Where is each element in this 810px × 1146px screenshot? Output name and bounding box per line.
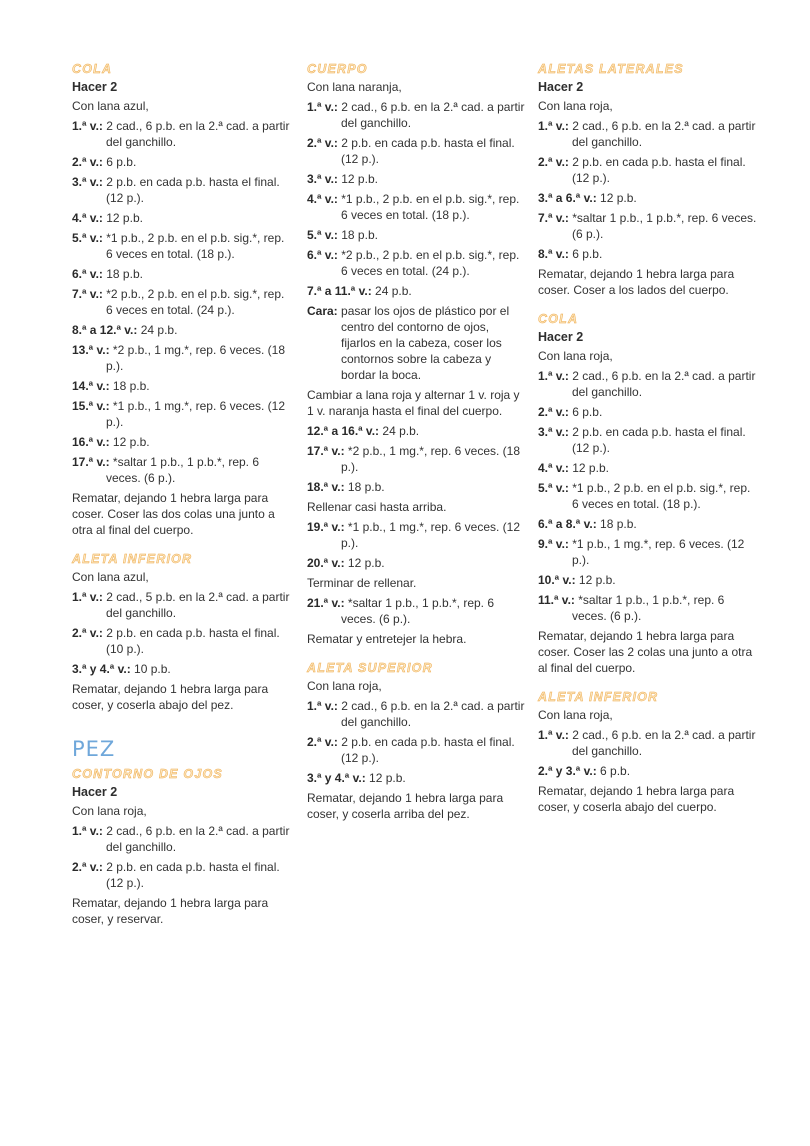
round-instruction: [307, 191, 527, 223]
round-number: 13.ª v.:: [72, 343, 110, 357]
round-number: 3.ª v.:: [538, 425, 569, 439]
round-number: 2.ª v.:: [538, 405, 569, 419]
round-instruction: [307, 283, 527, 299]
section-title-cuerpo: CUERPO: [307, 62, 368, 76]
rounds-list: [72, 118, 294, 486]
rounds-list: [307, 698, 527, 786]
yarn-line: Con lana roja,: [538, 708, 613, 722]
yarn-line: Con lana azul,: [72, 570, 149, 584]
round-number: 3.ª a 6.ª v.:: [538, 191, 597, 205]
round-number: 15.ª v.:: [72, 399, 110, 413]
section-title-aletas-laterales: ALETAS LATERALES: [538, 62, 684, 76]
finish-instructions: Rematar, dejando 1 hebra larga para coser, y reservar.: [72, 896, 269, 926]
section-title-aleta-superior: ALETA SUPERIOR: [307, 661, 433, 675]
round-instruction: [538, 118, 760, 150]
round-instruction: [72, 210, 294, 226]
round-number: 1.ª v.:: [538, 728, 569, 742]
make-count: Hacer 2: [72, 785, 118, 799]
round-text: *2 p.b., 2 p.b. en el p.b. sig.*, rep. 6 veces en total. (24 p.).: [106, 287, 285, 317]
pattern-heading-pez: PEZ: [72, 737, 116, 761]
column-right: [538, 62, 760, 819]
finish-instructions: Rematar, dejando 1 hebra larga para coser, y coserla arriba del pez.: [307, 791, 504, 821]
round-instruction: [72, 266, 294, 282]
round-text: *saltar 1 p.b., 1 p.b.*, rep. 6 veces. (6 p.).: [106, 455, 260, 485]
round-instruction: [307, 227, 527, 243]
finish-instructions: Rematar, dejando 1 hebra larga para coser. Coser a los lados del cuerpo.: [538, 267, 735, 297]
round-text: 2 p.b. en cada p.b. hasta el final. (12 p.).: [341, 136, 515, 166]
stuffing-end-note: Terminar de rellenar.: [307, 576, 417, 590]
round-text: 2 p.b. en cada p.b. hasta el final. (12 p.).: [106, 860, 280, 890]
finish-instructions: Rematar y entretejer la hebra.: [307, 632, 467, 646]
finish-instructions: Rematar, dejando 1 hebra larga para coser, y coserla abajo del pez.: [72, 682, 269, 712]
round-number: 3.ª y 4.ª v.:: [307, 771, 366, 785]
round-text: 2 cad., 6 p.b. en la 2.ª cad. a partir del ganchillo.: [341, 100, 525, 130]
yarn-line: Con lana azul,: [72, 99, 149, 113]
round-number: 3.ª y 4.ª v.:: [72, 662, 131, 676]
round-instruction: [538, 460, 760, 476]
round-instruction: [307, 595, 527, 627]
round-text: 2 cad., 6 p.b. en la 2.ª cad. a partir del ganchillo.: [106, 119, 290, 149]
round-text: 18 p.b.: [600, 517, 637, 531]
round-instruction: [72, 398, 294, 430]
round-number: 2.ª v.:: [538, 155, 569, 169]
round-instruction: [307, 479, 527, 495]
round-number: 17.ª v.:: [72, 455, 110, 469]
round-number: 18.ª v.:: [307, 480, 345, 494]
round-instruction: [307, 135, 527, 167]
round-text: 2 p.b. en cada p.b. hasta el final. (12 p.).: [106, 175, 280, 205]
round-number: 6.ª v.:: [307, 248, 338, 262]
round-number: 4.ª v.:: [72, 211, 103, 225]
round-number: 5.ª v.:: [72, 231, 103, 245]
stuffing-note: Rellenar casi hasta arriba.: [307, 500, 447, 514]
round-text: 24 p.b.: [140, 323, 178, 337]
round-number: 16.ª v.:: [72, 435, 110, 449]
round-number: 7.ª a 11.ª v.:: [307, 284, 372, 298]
round-text: *saltar 1 p.b., 1 p.b.*, rep. 6 veces. (6 p.).: [572, 593, 725, 623]
round-instruction: [538, 516, 760, 532]
round-number: 2.ª v.:: [72, 860, 103, 874]
round-text: *saltar 1 p.b., 1 p.b.*, rep. 6 veces. (6 p.).: [341, 596, 495, 626]
round-instruction: [72, 434, 294, 450]
rounds-list: [307, 595, 527, 627]
round-text: 24 p.b.: [382, 424, 420, 438]
rounds-list: [307, 423, 527, 495]
column-left: [72, 62, 294, 931]
round-text: 2 cad., 6 p.b. en la 2.ª cad. a partir del ganchillo.: [572, 369, 756, 399]
round-number: 2.ª v.:: [72, 155, 103, 169]
round-text: 2 p.b. en cada p.b. hasta el final. (12 p.).: [572, 425, 746, 455]
round-text: 18 p.b.: [112, 379, 150, 393]
round-number: 1.ª v.:: [307, 100, 338, 114]
round-number: 6.ª a 8.ª v.:: [538, 517, 597, 531]
round-instruction: [72, 454, 294, 486]
round-text: *1 p.b., 2 p.b. en el p.b. sig.*, rep. 6 veces en total. (18 p.).: [106, 231, 285, 261]
round-instruction: [72, 589, 294, 621]
round-number: 7.ª v.:: [538, 211, 569, 225]
round-text: 12 p.b.: [106, 211, 143, 225]
round-text: 12 p.b.: [341, 172, 378, 186]
round-text: 2 cad., 6 p.b. en la 2.ª cad. a partir del ganchillo.: [106, 824, 290, 854]
round-number: 2.ª v.:: [307, 136, 338, 150]
round-instruction: [72, 378, 294, 394]
round-text: 18 p.b.: [341, 228, 378, 242]
round-number: 2.ª v.:: [72, 626, 103, 640]
yarn-line: Con lana roja,: [72, 804, 147, 818]
finish-instructions: Rematar, dejando 1 hebra larga para coser, y coserla abajo del cuerpo.: [538, 784, 735, 814]
round-text: 10 p.b.: [134, 662, 171, 676]
round-text: 6 p.b.: [600, 764, 631, 778]
round-instruction: [72, 154, 294, 170]
rounds-list: [538, 118, 760, 262]
round-text: 2 cad., 6 p.b. en la 2.ª cad. a partir del ganchillo.: [341, 699, 525, 729]
round-text: 18 p.b.: [106, 267, 143, 281]
round-text: 24 p.b.: [375, 284, 412, 298]
round-text: 12 p.b.: [112, 435, 150, 449]
round-instruction: [72, 661, 294, 677]
round-number: 3.ª v.:: [72, 175, 103, 189]
round-instruction: [538, 368, 760, 400]
round-instruction: [538, 480, 760, 512]
round-number: 2.ª v.:: [307, 735, 338, 749]
round-instruction: [307, 303, 527, 383]
round-instruction: [307, 698, 527, 730]
round-number: 1.ª v.:: [72, 590, 103, 604]
round-number: 6.ª v.:: [72, 267, 103, 281]
finish-instructions: Rematar, dejando 1 hebra larga para coser. Coser las 2 colas una junto a otra al final del cuerpo.: [538, 629, 753, 675]
round-instruction: [538, 424, 760, 456]
round-text: 6 p.b.: [572, 405, 603, 419]
rounds-list: [307, 99, 527, 383]
round-text: 2 p.b. en cada p.b. hasta el final. (10 p.).: [106, 626, 280, 656]
round-instruction: [72, 174, 294, 206]
round-number: 14.ª v.:: [72, 379, 110, 393]
round-number: 1.ª v.:: [307, 699, 338, 713]
round-number: 17.ª v.:: [307, 444, 345, 458]
round-text: 12 p.b.: [347, 556, 385, 570]
round-text: 12 p.b.: [572, 461, 609, 475]
round-instruction: [538, 246, 760, 262]
round-number: 1.ª v.:: [72, 824, 103, 838]
round-instruction: [538, 572, 760, 588]
round-text: *2 p.b., 2 p.b. en el p.b. sig.*, rep. 6 veces en total. (24 p.).: [341, 248, 520, 278]
round-number: 8.ª a 12.ª v.:: [72, 323, 138, 337]
round-text: 2 cad., 6 p.b. en la 2.ª cad. a partir del ganchillo.: [572, 119, 756, 149]
round-text: *1 p.b., 1 mg.*, rep. 6 veces. (12 p.).: [106, 399, 286, 429]
section-title-cola-roja: COLA: [538, 312, 579, 326]
round-instruction: [72, 625, 294, 657]
round-text: 2 cad., 5 p.b. en la 2.ª cad. a partir del ganchillo.: [106, 590, 290, 620]
round-instruction: [307, 519, 527, 551]
round-instruction: [538, 592, 760, 624]
round-number: 4.ª v.:: [307, 192, 338, 206]
round-instruction: [72, 118, 294, 150]
round-number: 10.ª v.:: [538, 573, 576, 587]
round-number: 5.ª v.:: [307, 228, 338, 242]
color-change-note: Cambiar a lana roja y alternar 1 v. roja y 1 v. naranja hasta el final del cuerpo.: [307, 388, 520, 418]
round-number: Cara:: [307, 304, 338, 318]
round-number: 11.ª v.:: [538, 593, 575, 607]
round-instruction: [72, 286, 294, 318]
round-text: pasar los ojos de plástico por el centro del contorno de ojos, fijarlos en la cabeza, coser los contornos sobre la cabeza y bordar la boca.: [341, 304, 510, 382]
round-instruction: [538, 154, 760, 186]
rounds-list: [72, 823, 294, 891]
round-instruction: [538, 190, 760, 206]
make-count: Hacer 2: [538, 80, 584, 94]
section-title-contorno-ojos: CONTORNO DE OJOS: [72, 767, 223, 781]
round-text: 2 cad., 6 p.b. en la 2.ª cad. a partir del ganchillo.: [572, 728, 756, 758]
section-title-aleta-inferior-roja: ALETA INFERIOR: [538, 690, 659, 704]
round-number: 1.ª v.:: [538, 119, 569, 133]
rounds-list: [538, 727, 760, 779]
round-text: 2 p.b. en cada p.b. hasta el final. (12 p.).: [572, 155, 746, 185]
round-instruction: [538, 210, 760, 242]
yarn-line: Con lana roja,: [307, 679, 382, 693]
rounds-list: [538, 368, 760, 624]
make-count: Hacer 2: [72, 80, 118, 94]
round-instruction: [72, 322, 294, 338]
round-text: 12 p.b.: [578, 573, 616, 587]
yarn-line: Con lana roja,: [538, 99, 613, 113]
round-number: 1.ª v.:: [538, 369, 569, 383]
section-title-cola-azul: COLA: [72, 62, 113, 76]
round-text: *2 p.b., 1 mg.*, rep. 6 veces. (18 p.).: [341, 444, 521, 474]
yarn-line: Con lana roja,: [538, 349, 613, 363]
round-text: 6 p.b.: [106, 155, 137, 169]
round-text: *1 p.b., 1 mg.*, rep. 6 veces. (12 p.).: [341, 520, 521, 550]
column-middle: [307, 62, 527, 826]
round-number: 20.ª v.:: [307, 556, 345, 570]
round-text: *1 p.b., 2 p.b. en el p.b. sig.*, rep. 6 veces en total. (18 p.).: [341, 192, 520, 222]
round-instruction: [538, 763, 760, 779]
round-instruction: [307, 555, 527, 571]
round-text: *1 p.b., 2 p.b. en el p.b. sig.*, rep. 6 veces en total. (18 p.).: [572, 481, 751, 511]
round-text: 12 p.b.: [600, 191, 637, 205]
round-instruction: [307, 171, 527, 187]
round-number: 2.ª y 3.ª v.:: [538, 764, 597, 778]
round-instruction: [307, 443, 527, 475]
round-number: 9.ª v.:: [538, 537, 569, 551]
make-count: Hacer 2: [538, 330, 584, 344]
round-instruction: [538, 727, 760, 759]
round-number: 4.ª v.:: [538, 461, 569, 475]
finish-instructions: Rematar, dejando 1 hebra larga para coser. Coser las dos colas una junto a otra al final del cuerpo.: [72, 491, 275, 537]
yarn-line: Con lana naranja,: [307, 80, 402, 94]
round-instruction: [307, 99, 527, 131]
round-instruction: [538, 404, 760, 420]
rounds-list: [307, 519, 527, 571]
round-instruction: [307, 423, 527, 439]
round-instruction: [538, 536, 760, 568]
section-title-aleta-inferior-azul: ALETA INFERIOR: [72, 552, 193, 566]
round-text: 6 p.b.: [572, 247, 603, 261]
round-text: *2 p.b., 1 mg.*, rep. 6 veces. (18 p.).: [106, 343, 286, 373]
round-number: 12.ª a 16.ª v.:: [307, 424, 380, 438]
round-instruction: [72, 823, 294, 855]
round-number: 3.ª v.:: [307, 172, 338, 186]
round-number: 1.ª v.:: [72, 119, 103, 133]
round-text: *saltar 1 p.b., 1 p.b.*, rep. 6 veces. (6 p.).: [572, 211, 757, 241]
round-number: 19.ª v.:: [307, 520, 345, 534]
round-instruction: [307, 770, 527, 786]
round-text: 2 p.b. en cada p.b. hasta el final. (12 p.).: [341, 735, 515, 765]
round-instruction: [307, 734, 527, 766]
round-instruction: [72, 230, 294, 262]
round-number: 7.ª v.:: [72, 287, 103, 301]
round-text: *1 p.b., 1 mg.*, rep. 6 veces. (12 p.).: [572, 537, 745, 567]
round-instruction: [307, 247, 527, 279]
round-text: 18 p.b.: [347, 480, 385, 494]
round-instruction: [72, 342, 294, 374]
round-number: 5.ª v.:: [538, 481, 569, 495]
rounds-list: [72, 589, 294, 677]
round-text: 12 p.b.: [369, 771, 406, 785]
round-number: 21.ª v.:: [307, 596, 345, 610]
round-instruction: [72, 859, 294, 891]
round-number: 8.ª v.:: [538, 247, 569, 261]
